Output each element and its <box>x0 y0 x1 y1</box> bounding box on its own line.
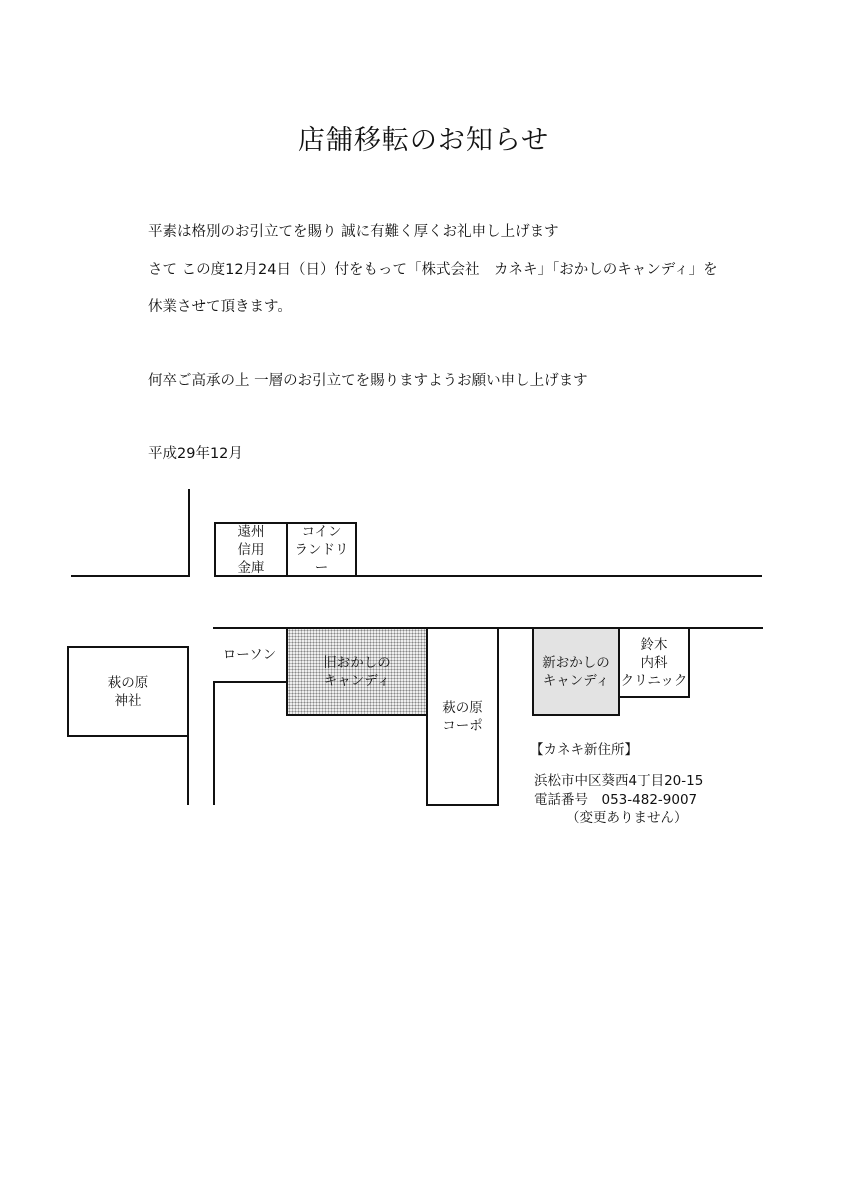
enshu-shinyo-label: 遠州 信用 金庫 <box>237 523 265 576</box>
old-store-label: 旧おかしの キャンディ <box>323 654 391 689</box>
new-store <box>532 627 620 716</box>
road-line <box>498 627 534 629</box>
new-store-label: 新おかしの キャンディ <box>542 654 610 689</box>
request-line: 何卒ご高承の上 一層のお引立てを賜りますようお願い申し上げます <box>148 373 588 389</box>
announcement-line: さて この度12月24日（日）付をもって「株式会社 カネキ」「おかしのキャンディ」を <box>148 262 718 278</box>
hagi-corpo-label: 萩の原 コーポ <box>442 699 483 734</box>
address-heading: 【カネキ新住所】 <box>530 742 638 758</box>
coin-laundry <box>286 522 357 577</box>
date-line: 平成29年12月 <box>148 446 243 462</box>
hagi-shrine <box>67 646 189 737</box>
enshu-shinyo-bank <box>214 522 288 577</box>
suzuki-clinic <box>618 627 690 698</box>
address-note: （変更ありません） <box>566 810 688 826</box>
road-line <box>688 627 763 629</box>
road-line <box>188 489 190 577</box>
address-text: 浜松市中区葵西4丁目20-15 <box>534 773 704 789</box>
lawson <box>213 627 288 683</box>
lawson-label: ローソン <box>222 647 277 663</box>
page-title: 店舗移転のお知らせ <box>297 125 550 156</box>
hagi-corpo <box>426 627 499 806</box>
greeting-line: 平素は格別のお引立てを賜り 誠に有難く厚くお礼申し上げます <box>148 224 559 240</box>
closure-line: 休業させて頂きます。 <box>148 299 292 315</box>
road-line <box>71 575 190 577</box>
suzuki-clinic-label: 鈴木 内科 クリニック <box>620 636 688 689</box>
old-store <box>286 627 428 716</box>
hagi-shrine-label: 萩の原 神社 <box>107 674 149 709</box>
phone-number: 電話番号 053-482-9007 <box>534 792 698 808</box>
road-line <box>187 735 189 805</box>
coin-laundry-label: コイン ランドリー <box>294 523 349 576</box>
